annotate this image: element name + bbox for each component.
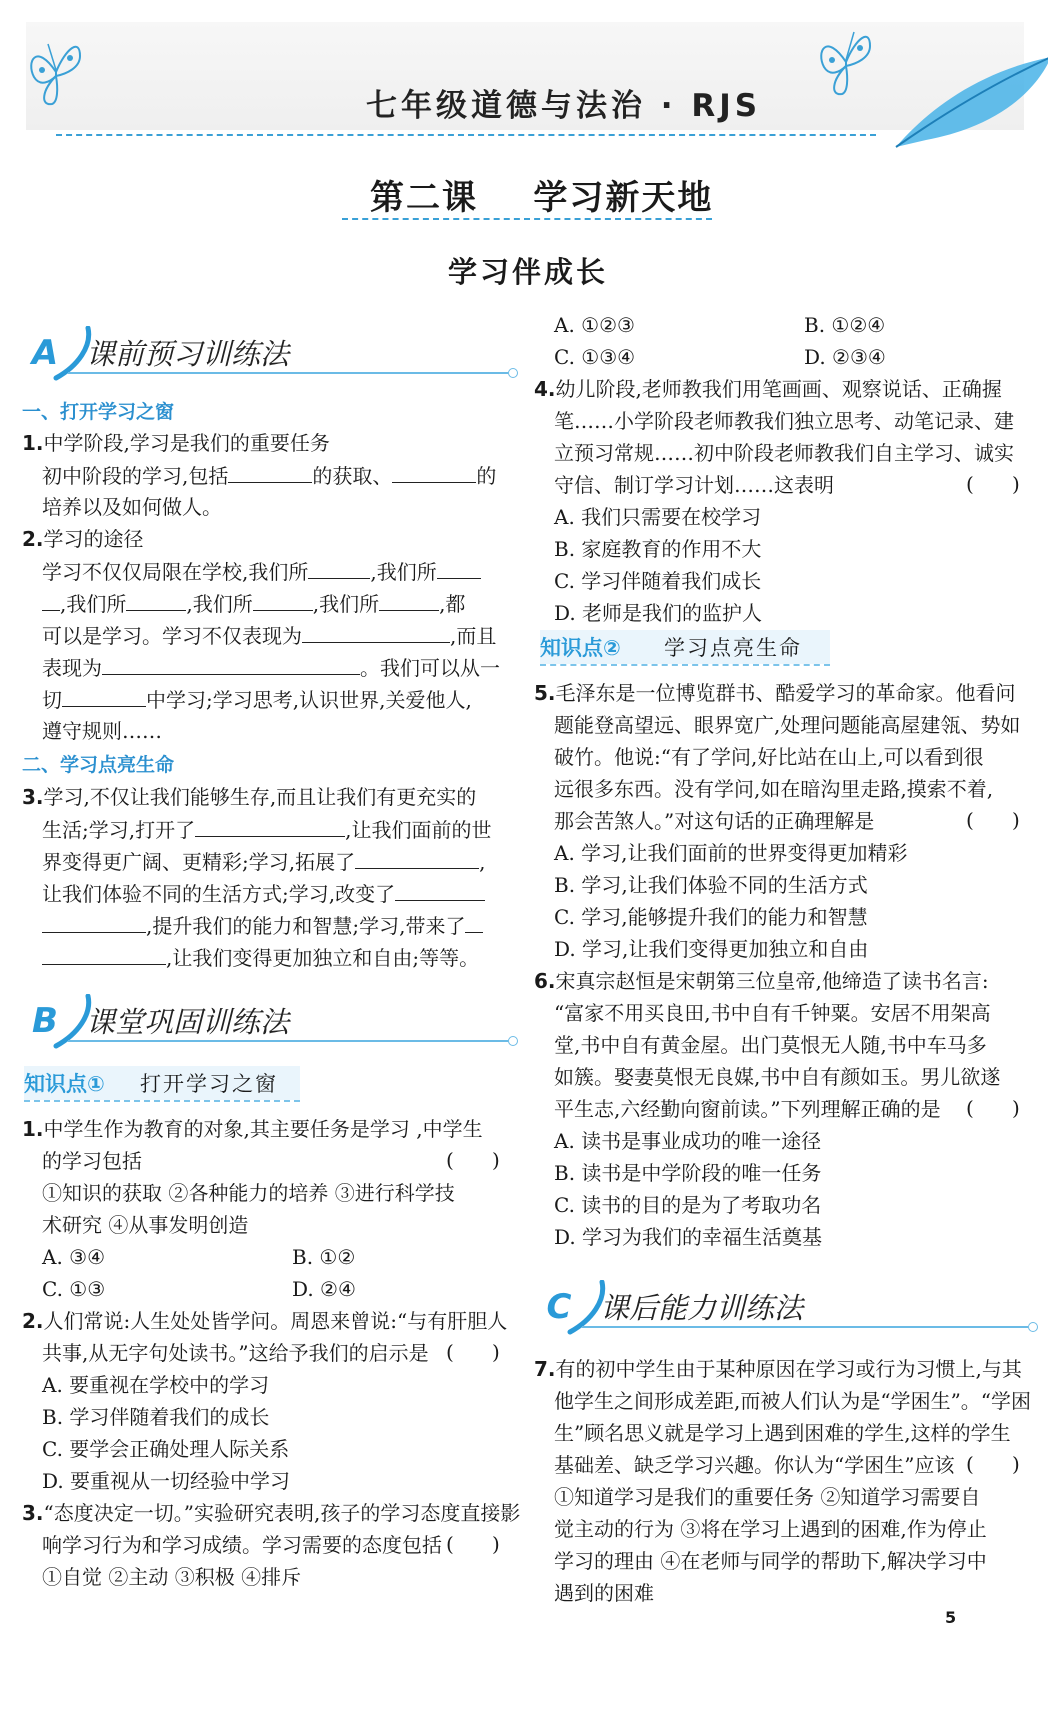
q2-line3 bbox=[42, 622, 496, 649]
answer-blank[interactable] bbox=[302, 622, 450, 643]
question-line bbox=[22, 1308, 507, 1334]
knowledge-point-1 bbox=[24, 1066, 300, 1106]
answer-blank[interactable] bbox=[395, 880, 485, 901]
q3-line4 bbox=[42, 880, 485, 907]
answer-blank[interactable] bbox=[228, 462, 312, 483]
answer-bracket[interactable]: ( ) bbox=[966, 472, 1020, 496]
question-line: 的学习包括 bbox=[42, 1149, 142, 1173]
answer-blank[interactable] bbox=[308, 558, 370, 579]
q3-line3 bbox=[42, 848, 485, 875]
knowledge-point-label: 知识点① bbox=[24, 1072, 105, 1096]
question-number: 5. bbox=[534, 681, 556, 705]
question-line bbox=[534, 1356, 1022, 1382]
question-line bbox=[534, 376, 1002, 402]
question-line: 响学习行为和学习成绩。学习需要的态度包括 bbox=[42, 1533, 442, 1557]
knowledge-point-label: 知识点② bbox=[540, 636, 621, 660]
q3-text: 生活;学习,打开了 bbox=[42, 818, 196, 842]
q3-text: 界变得更广阔、更精彩;学习,拓展了 bbox=[42, 850, 356, 874]
question-line: 笔……小学阶段老师教我们独立思考、动笔记录、建 bbox=[554, 409, 1014, 433]
q2-text: 可以是学习。学习不仅表现为 bbox=[42, 624, 302, 648]
choice-a[interactable]: A. 我们只需要在校学习 bbox=[554, 505, 762, 529]
answer-bracket[interactable]: ( ) bbox=[446, 1532, 500, 1556]
question-option: 遇到的困难 bbox=[554, 1581, 654, 1605]
section-c-letter: C bbox=[546, 1287, 572, 1327]
q1-text: 中学阶段,学习是我们的重要任务 bbox=[43, 431, 330, 455]
question-text: 中学生作为教育的对象,其主要任务是学习 ,中学生 bbox=[43, 1117, 483, 1141]
section-c-title: 课后能力训练法 bbox=[600, 1291, 804, 1325]
question-line: 远很多东西。没有学问,如在暗沟里走路,摸索不着, bbox=[554, 777, 994, 801]
q2-text: ,都 bbox=[439, 592, 466, 616]
question-text: 幼儿阶段,老师教我们用笔画画、观察说话、正确握 bbox=[555, 377, 1002, 401]
q1-number: 1. bbox=[22, 431, 44, 455]
q2-number: 2. bbox=[22, 527, 44, 551]
q3-text: 学习,不仅让我们能够生存,而且让我们有更充实的 bbox=[43, 785, 477, 809]
answer-blank[interactable] bbox=[465, 912, 483, 933]
question-number: 7. bbox=[534, 1357, 556, 1381]
answer-blank[interactable] bbox=[355, 848, 479, 869]
question-option: 学习的理由 ④在老师与同学的帮助下,解决学习中 bbox=[554, 1549, 987, 1573]
question-line bbox=[534, 968, 989, 994]
question-option: ①知道学习是我们的重要任务 ②知道学习需要自 bbox=[554, 1485, 981, 1509]
section-b-letter: B bbox=[32, 1001, 58, 1041]
choice-d[interactable]: D. 老师是我们的监护人 bbox=[554, 601, 763, 625]
section-rule bbox=[68, 1040, 508, 1042]
question-line: 题能登高望远、眼界宽广,处理问题能高屋建瓴、势如 bbox=[554, 713, 1021, 737]
choice-a[interactable]: A. ①②③ bbox=[554, 313, 635, 337]
q2-text: 。我们可以从一 bbox=[360, 656, 500, 680]
knowledge-point-title: 打开学习之窗 bbox=[140, 1072, 278, 1096]
question-line: 生”顾名思义就是学习上遇到困难的学生,这样的学生 bbox=[554, 1421, 1011, 1445]
section-rule bbox=[68, 372, 508, 374]
answer-blank[interactable] bbox=[253, 590, 313, 611]
choice-d[interactable]: D. 学习,让我们变得更加独立和自由 bbox=[554, 937, 869, 961]
choice-a[interactable]: A. 读书是事业成功的唯一途径 bbox=[554, 1129, 822, 1153]
question-text: 宋真宗赵恒是宋朝第三位皇帝,他缔造了读书名言: bbox=[555, 969, 989, 993]
question-text: 有的初中学生由于某种原因在学习或行为习惯上,与其 bbox=[555, 1357, 1022, 1381]
section-rule-end-dot bbox=[508, 368, 518, 378]
section-rule-end-dot bbox=[1028, 1322, 1038, 1332]
q2-line1 bbox=[42, 558, 481, 585]
q3-text: ,让我们面前的世 bbox=[345, 818, 492, 842]
question-number: 3. bbox=[22, 1501, 44, 1525]
q2-text: 学习的途径 bbox=[43, 527, 144, 551]
q2-text: 表现为 bbox=[42, 656, 102, 680]
q2-text: 切 bbox=[42, 688, 62, 712]
question-line: 那会苦煞人。”对这句话的正确理解是 bbox=[554, 809, 875, 833]
q2-text: ,我们所 bbox=[186, 592, 253, 616]
question-option: 术研究 ④从事发明创造 bbox=[42, 1213, 249, 1237]
choice-a[interactable]: A. 学习,让我们面前的世界变得更加精彩 bbox=[554, 841, 908, 865]
choice-c[interactable]: C. 学习,能够提升我们的能力和智慧 bbox=[554, 905, 868, 929]
question-line: 如簇。娶妻莫恨无良媒,书中自有颜如玉。男儿欲遂 bbox=[554, 1065, 1001, 1089]
q2-line4 bbox=[42, 654, 500, 681]
choice-c[interactable]: C. 要学会正确处理人际关系 bbox=[42, 1437, 290, 1461]
q3-line2 bbox=[42, 816, 491, 843]
q1-line3: 培养以及如何做人。 bbox=[42, 495, 222, 519]
section-c-banner bbox=[536, 1276, 1032, 1338]
choice-d[interactable]: D. 要重视从一切经验中学习 bbox=[42, 1469, 291, 1493]
q3-text: ,让我们变得更加独立和自由;等等。 bbox=[166, 946, 480, 970]
choice-b[interactable]: B. ①② bbox=[292, 1245, 356, 1269]
question-line: 平生志,六经勤向窗前读。”下列理解正确的是 bbox=[554, 1097, 941, 1121]
question-text: 人们常说:人生处处皆学问。周恩来曾说:“与有肝胆人 bbox=[43, 1309, 508, 1333]
choice-b[interactable]: B. 读书是中学阶段的唯一任务 bbox=[554, 1161, 822, 1185]
section-rule bbox=[582, 1326, 1028, 1328]
knowledge-point-2 bbox=[540, 630, 830, 670]
question-number: 1. bbox=[22, 1117, 44, 1141]
answer-blank[interactable] bbox=[437, 558, 481, 579]
question-text: “态度决定一切。”实验研究表明,孩子的学习态度直接影 bbox=[43, 1501, 521, 1525]
right-column bbox=[520, 0, 1048, 1711]
choice-b[interactable]: B. 家庭教育的作用不大 bbox=[554, 537, 762, 561]
answer-bracket[interactable]: ( ) bbox=[446, 1148, 500, 1172]
q1-line1 bbox=[22, 430, 330, 456]
answer-blank[interactable] bbox=[392, 462, 476, 483]
section-b-title: 课堂巩固训练法 bbox=[86, 1005, 290, 1039]
question-number: 2. bbox=[22, 1309, 44, 1333]
choice-a[interactable]: A. 要重视在学校中的学习 bbox=[42, 1373, 270, 1397]
answer-blank[interactable] bbox=[195, 816, 345, 837]
q2-line0 bbox=[22, 526, 144, 552]
question-option: ①自觉 ②主动 ③积极 ④排斥 bbox=[42, 1565, 302, 1589]
choice-a[interactable]: A. ③④ bbox=[42, 1245, 106, 1269]
answer-blank[interactable] bbox=[42, 912, 146, 933]
choice-c[interactable]: C. 学习伴随着我们成长 bbox=[554, 569, 762, 593]
q1-line2 bbox=[42, 462, 496, 489]
question-line: 堂,书中自有黄金屋。出门莫恨无人随,书中车马多 bbox=[554, 1033, 987, 1057]
question-option: 觉主动的行为 ③将在学习上遇到的困难,作为停止 bbox=[554, 1517, 987, 1541]
answer-blank[interactable] bbox=[379, 590, 439, 611]
question-number: 4. bbox=[534, 377, 556, 401]
answer-bracket[interactable]: ( ) bbox=[446, 1340, 500, 1364]
answer-blank[interactable] bbox=[62, 686, 146, 707]
q2-text: ,我们所 bbox=[370, 560, 437, 584]
preview-heading-2: 二、学习点亮生命 bbox=[22, 754, 175, 776]
q2-text: 中学习;学习思考,认识世界,关爱他人, bbox=[146, 688, 472, 712]
choice-c[interactable]: C. ①③ bbox=[42, 1277, 106, 1301]
question-line bbox=[22, 1116, 483, 1142]
choice-d[interactable]: D. ②④ bbox=[292, 1277, 356, 1301]
question-line: 他学生之间形成差距,而被人们认为是“学困生”。“学困 bbox=[554, 1389, 1032, 1413]
section-a-title: 课前预习训练法 bbox=[86, 337, 290, 371]
q3-line5 bbox=[42, 912, 483, 939]
q3-line6 bbox=[42, 944, 479, 971]
q3-text: , bbox=[479, 850, 486, 874]
question-line: “富家不用买良田,书中自有千钟粟。安居不用架高 bbox=[554, 1001, 991, 1025]
answer-blank[interactable] bbox=[42, 944, 166, 965]
question-text: 毛泽东是一位博览群书、酷爱学习的革命家。他看问 bbox=[555, 681, 1016, 705]
choice-d[interactable]: D. ②③④ bbox=[804, 345, 886, 369]
question-line bbox=[534, 680, 1016, 706]
q2-text: ,我们所 bbox=[60, 592, 127, 616]
preview-heading-1: 一、打开学习之窗 bbox=[22, 401, 175, 423]
choice-b[interactable]: B. 学习,让我们体验不同的生活方式 bbox=[554, 873, 868, 897]
question-number: 6. bbox=[534, 969, 556, 993]
question-line: 立预习常规……初中阶段老师教我们自主学习、诚实 bbox=[554, 441, 1014, 465]
choice-c[interactable]: C. ①③④ bbox=[554, 345, 636, 369]
q1-text: 初中阶段的学习,包括 bbox=[42, 464, 229, 488]
question-line: 守信、制订学习计划……这表明 bbox=[554, 473, 834, 497]
q3-line1 bbox=[22, 784, 476, 810]
section-a-banner bbox=[22, 322, 512, 384]
knowledge-point-divider bbox=[24, 1100, 300, 1102]
q2-line5 bbox=[42, 686, 472, 713]
q2-text: ,而且 bbox=[450, 624, 497, 648]
question-line: 破竹。他说:“有了学问,好比站在山上,可以看到很 bbox=[554, 745, 984, 769]
q2-text: 学习不仅仅局限在学校,我们所 bbox=[42, 560, 309, 584]
lesson-subtitle: 学习伴成长 bbox=[448, 255, 609, 289]
section-b-banner bbox=[22, 990, 512, 1052]
choice-d[interactable]: D. 学习为我们的幸福生活奠基 bbox=[554, 1225, 823, 1249]
q3-text: ,提升我们的能力和智慧;学习,带来了 bbox=[146, 914, 466, 938]
q2-text: ,我们所 bbox=[312, 592, 380, 616]
choice-b[interactable]: B. 学习伴随着我们的成长 bbox=[42, 1405, 270, 1429]
question-line bbox=[22, 1500, 520, 1526]
section-a-letter: A bbox=[31, 333, 59, 373]
q2-line6: 遵守规则…… bbox=[42, 719, 162, 743]
answer-blank[interactable] bbox=[102, 654, 360, 675]
q3-number: 3. bbox=[22, 785, 44, 809]
answer-blank[interactable] bbox=[126, 590, 186, 611]
section-rule-end-dot bbox=[508, 1036, 518, 1046]
question-line: 基础差、缺乏学习兴趣。你认为“学困生”应该 bbox=[554, 1453, 955, 1477]
q3-text: 让我们体验不同的生活方式;学习,改变了 bbox=[42, 882, 396, 906]
choice-c[interactable]: C. 读书的目的是为了考取功名 bbox=[554, 1193, 822, 1217]
answer-bracket[interactable]: ( ) bbox=[966, 808, 1020, 832]
question-option: ①知识的获取 ②各种能力的培养 ③进行科学技 bbox=[42, 1181, 455, 1205]
q1-text: 的获取、 bbox=[312, 464, 393, 488]
answer-blank[interactable] bbox=[42, 590, 60, 611]
question-line: 共事,从无字句处读书。”这给予我们的启示是 bbox=[42, 1341, 429, 1365]
header-title: 七年级道德与法治 · RJS bbox=[366, 88, 762, 124]
lesson-title: 第二课 学习新天地 bbox=[370, 178, 714, 218]
q2-line2 bbox=[42, 590, 465, 617]
answer-bracket[interactable]: ( ) bbox=[966, 1096, 1020, 1120]
page-number: 5 bbox=[945, 1608, 957, 1627]
q1-text: 的 bbox=[476, 464, 497, 488]
choice-b[interactable]: B. ①②④ bbox=[804, 313, 886, 337]
answer-bracket[interactable]: ( ) bbox=[966, 1452, 1020, 1476]
knowledge-point-title: 学习点亮生命 bbox=[664, 636, 802, 660]
knowledge-point-divider bbox=[540, 664, 830, 666]
left-column bbox=[0, 0, 520, 1711]
